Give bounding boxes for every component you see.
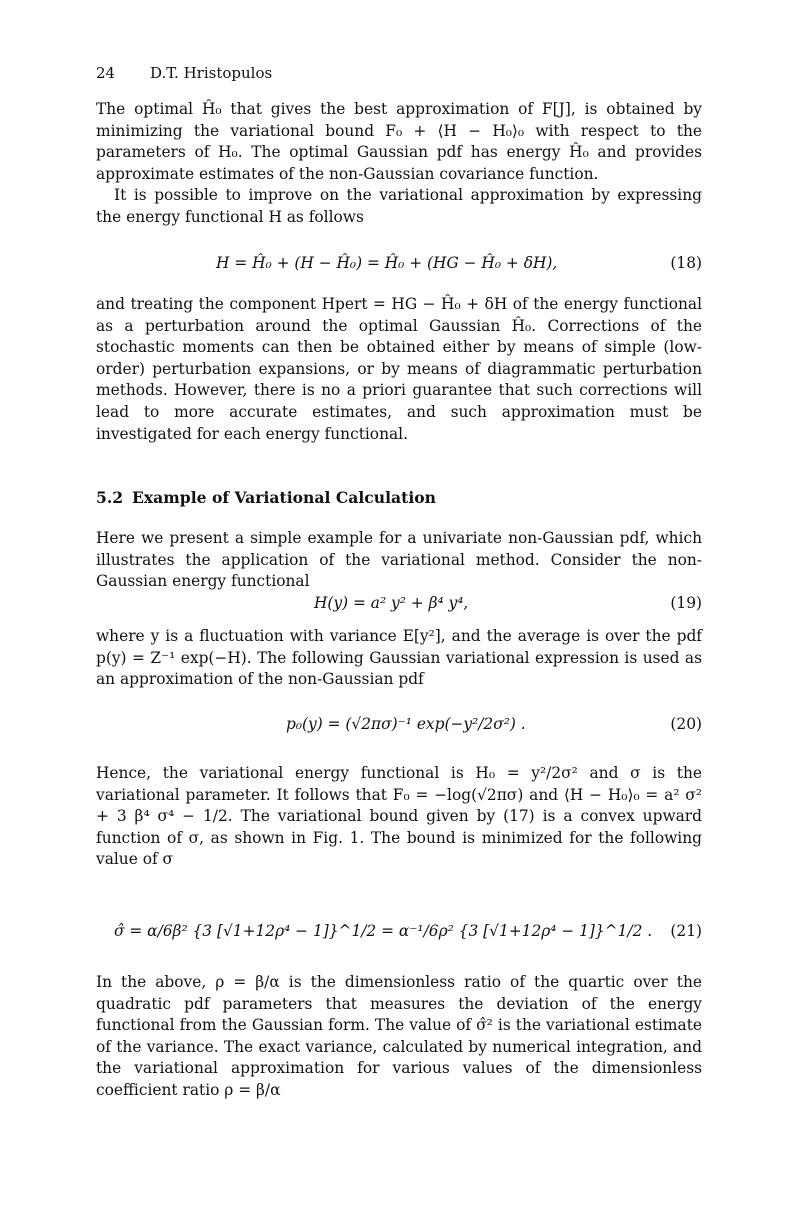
section-number: 5.2	[96, 488, 124, 507]
paragraph-block-2	[96, 294, 702, 445]
equation-21	[96, 922, 702, 948]
equation-18	[96, 254, 702, 276]
equation-21-number: (21)	[670, 922, 702, 940]
running-header	[96, 64, 272, 82]
equation-19	[96, 594, 702, 616]
paragraph-improve: It is possible to improve on the variational approximation by expressing the energy functional H as follows	[96, 186, 702, 226]
equation-19-number: (19)	[670, 594, 702, 612]
equation-20	[96, 715, 702, 739]
running-author: D.T. Hristopulos	[150, 64, 273, 82]
paragraph-fluctuation: where y is a fluctuation with variance E[y²], and the average is over the pdf p(y) = Z⁻¹ exp(−H). The following Gaussian variational expression is used as an approximation of the non-Gaussian pdf	[96, 627, 702, 689]
paragraph-perturbation: and treating the component Hpert = HG − Ĥ₀ + δH of the energy functional as a perturbation around the optimal Gaussian Ĥ₀. Corrections of the stochastic moments can then be obtained either by means of simple (low-order) perturbation expansions, or by means of diagrammatic perturbation methods. However, there is no a priori guarantee that such corrections will lead to more accurate estimates, and such approximation must be investigated for each energy functional.	[96, 295, 702, 443]
equation-18-expression: H = Ĥ₀ + (H − Ĥ₀) = Ĥ₀ + (HG − Ĥ₀ + δH),	[216, 254, 558, 272]
paragraph-block-4	[96, 626, 702, 691]
section-title: Example of Variational Calculation	[132, 488, 437, 507]
paragraph-example: Here we present a simple example for a univariate non-Gaussian pdf, which illustrates the application of the variational method. Consider the non-Gaussian energy functional	[96, 529, 702, 591]
paragraph-ratio: In the above, ρ = β/α is the dimensionless ratio of the quartic over the quadratic pdf parameters that measures the deviation of the energy functional from the Gaussian form. The value of σ̂² is the variational estimate of the variance. The exact variance, calculated by numerical integration, and the variational approximation for various values of the dimensionless coefficient ratio ρ = β/α	[96, 973, 702, 1099]
equation-21-expression: σ̂ = α/6β² {3 [√1+12ρ⁴ − 1]}^1/2 = α⁻¹/6ρ² {3 [√1+12ρ⁴ − 1]}^1/2 .	[114, 922, 653, 940]
paragraph-block-5	[96, 763, 702, 871]
equation-19-expression: H(y) = a² y² + β⁴ y⁴,	[314, 594, 469, 612]
paragraph-optimal: The optimal Ĥ₀ that gives the best approximation of F[J], is obtained by minimizing the variational bound F₀ + ⟨H − H₀⟩₀ with respect to the parameters of H₀. The optimal Gaussian pdf has energy Ĥ₀ and provides approximate estimates of the non-Gaussian covariance function.	[96, 100, 702, 183]
equation-18-number: (18)	[670, 254, 702, 272]
paragraph-variational-energy: Hence, the variational energy functional is H₀ = y²/2σ² and σ is the variational parameter. It follows that F₀ = −log(√2πσ) and ⟨H − H₀⟩₀ = a² σ² + 3 β⁴ σ⁴ − 1/2. The variational bound given by (17) is a convex upward function of σ, as shown in Fig. 1. The bound is minimized for the following value of σ	[96, 764, 702, 869]
page-number: 24	[96, 64, 116, 82]
paragraph-block-3	[96, 528, 702, 593]
paragraph-block-6	[96, 972, 702, 1102]
equation-20-expression: p₀(y) = (√2πσ)⁻¹ exp(−y²/2σ²) .	[286, 715, 526, 733]
paragraph-block-1	[96, 99, 702, 229]
equation-20-number: (20)	[670, 715, 702, 733]
section-heading	[96, 488, 436, 507]
